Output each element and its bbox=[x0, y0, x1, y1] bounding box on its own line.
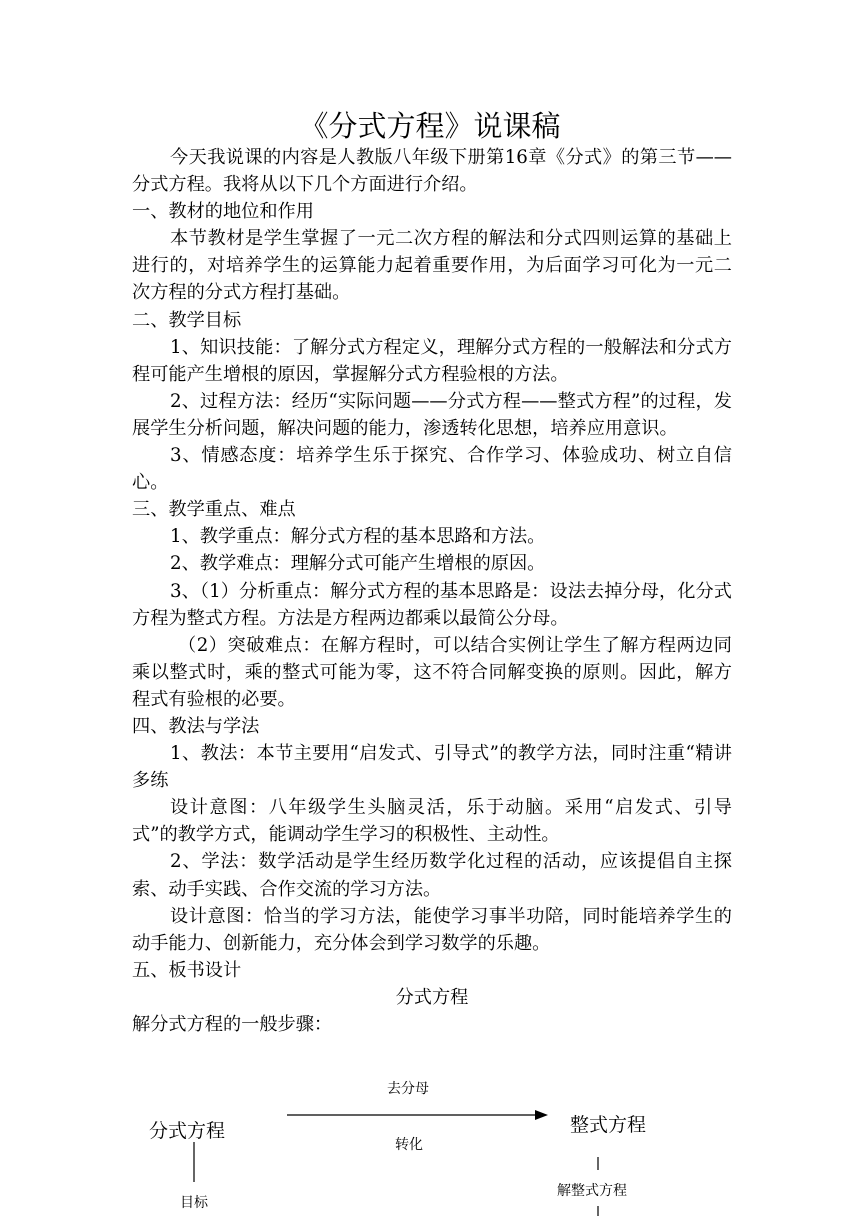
section-1-paragraph: 本节教材是学生掌握了一元二次方程的解法和分式四则运算的基础上进行的，对培养学生的运算能力起着重要作用，为后面学习可化为一元二次方程的分式方程打基础。 bbox=[132, 228, 732, 304]
fractional-equation-node: 分式方程 bbox=[149, 1120, 226, 1142]
board-diagram bbox=[0, 1060, 860, 1216]
section-heading-5: 五、板书设计 bbox=[132, 959, 242, 981]
arrow-bottom-label: 转化 bbox=[395, 1137, 423, 1153]
board-title: 分式方程 bbox=[395, 986, 469, 1008]
goal-knowledge: 1、知识技能：了解分式方程定义，理解分式方程的一般解法和分式方程可能产生增根的原因，掌握解分式方程验根的方法。 bbox=[132, 336, 732, 385]
section-heading-4: 四、教法与学法 bbox=[132, 715, 260, 737]
diagram-lines bbox=[0, 1060, 860, 1216]
teaching-method-intent: 设计意图：八年级学生头脑灵活，乐于动脑。采用“启发式、引导式”的教学方式，能调动学生学习的积极性、主动性。 bbox=[132, 797, 732, 846]
learning-method-intent: 设计意图：恰当的学习方法，能使学习事半功陪，同时能培养学生的动手能力、创新能力，充分体会到学习数学的乐趣。 bbox=[132, 905, 732, 954]
target-label: 目标 bbox=[180, 1195, 208, 1211]
arrow-head-icon bbox=[535, 1110, 548, 1120]
polynomial-equation-node: 整式方程 bbox=[570, 1114, 647, 1136]
board-subtitle: 解分式方程的一般步骤： bbox=[132, 1014, 333, 1035]
solve-polynomial-label: 解整式方程 bbox=[557, 1183, 627, 1199]
difficulty-breakthrough: （2）突破难点：在解方程时，可以结合实例让学生了解方程两边同乘以整式时，乘的整式可能为零，这不符合同解变换的原则。因此，解方程式有验根的必要。 bbox=[132, 634, 732, 710]
intro-paragraph: 今天我说课的内容是人教版八年级下册第16章《分式》的第三节——分式方程。我将从以下几个方面进行介绍。 bbox=[132, 147, 732, 196]
document-title: 《分式方程》说课稿 bbox=[299, 109, 561, 143]
goal-emotion: 3、情感态度：培养学生乐于探究、合作学习、体验成功、树立自信心。 bbox=[132, 445, 732, 494]
teaching-method: 1、教法：本节主要用“启发式、引导式”的教学方法，同时注重“精讲多练 bbox=[132, 743, 732, 792]
learning-method: 2、学法：数学活动是学生经历数学化过程的活动，应该提倡自主探索、动手实践、合作交流的学习方法。 bbox=[132, 851, 732, 900]
goal-process: 2、过程方法：经历“实际问题——分式方程——整式方程”的过程，发展学生分析问题，解决问题的能力，渗透转化思想，培养应用意识。 bbox=[132, 390, 732, 439]
section-heading-3: 三、教学重点、难点 bbox=[132, 499, 296, 521]
key-point-analysis: 3、（1）分析重点：解分式方程的基本思路是：设法去掉分母，化分式方程为整式方程。方法是方程两边都乘以最简公分母。 bbox=[132, 580, 732, 629]
document-body bbox=[132, 144, 732, 1038]
difficult-point: 2、教学难点：理解分式可能产生增根的原因。 bbox=[170, 553, 546, 575]
section-heading-1: 一、教材的地位和作用 bbox=[132, 201, 314, 223]
arrow-top-label: 去分母 bbox=[387, 1081, 429, 1097]
key-point: 1、教学重点：解分式方程的基本思路和方法。 bbox=[170, 526, 546, 548]
section-heading-2: 二、教学目标 bbox=[132, 309, 242, 331]
